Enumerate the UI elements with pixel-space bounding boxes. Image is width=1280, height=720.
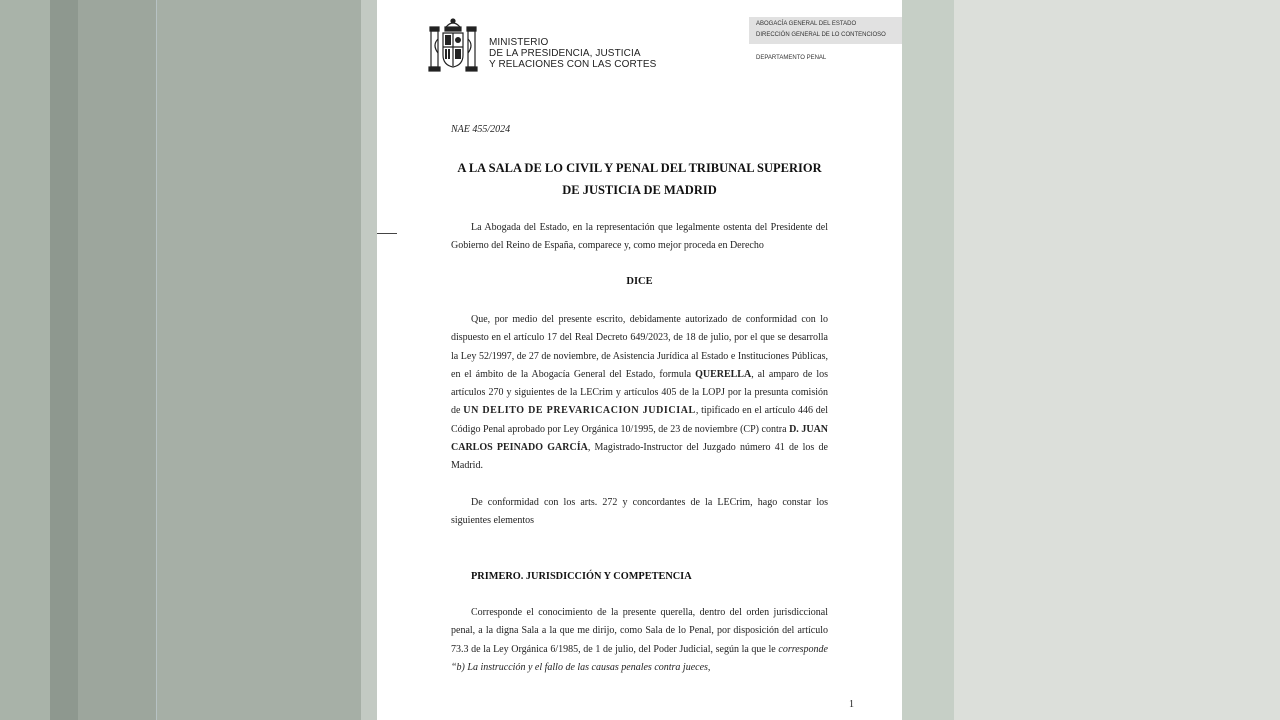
- ministry-line: Y RELACIONES CON LAS CORTES: [489, 59, 657, 70]
- page-number: 1: [849, 699, 854, 710]
- margin-mark: [377, 233, 397, 234]
- body-text: , al amparo de los artículos 270 y siguientes de la LECrim y artículos 405 de la LOPJ por la presunta comisión de: [451, 368, 828, 417]
- body-paragraph: [451, 311, 828, 476]
- conformity-text: De conformidad con los arts. 272 y concordantes de la LECrim, hago constar los siguientes elementos: [451, 497, 828, 527]
- body-text: Que, por medio del presente escrito, debidamente autorizado de conformidad con lo dispuesto en el artículo 17 del Real Decreto 649/2023, de 18 de julio, por el que se desarrolla la Ley 52/1997, de 27 de noviembre, de Asistencia Jurídica al Estado e Instituciones Públicas, en el ámbito de la Abogacía General del Estado, formula: [451, 314, 828, 380]
- background-band: [954, 0, 1280, 720]
- background-band: [361, 0, 377, 720]
- background-band: [0, 0, 50, 720]
- title-line: DE JUSTICIA DE MADRID: [562, 183, 717, 197]
- background-band: [902, 0, 954, 720]
- dice-heading: DICE: [626, 276, 653, 287]
- section-paragraph: [451, 604, 828, 677]
- background-band: [50, 0, 78, 720]
- section-text: Corresponde el conocimiento de la presente querella, dentro del orden jurisdiccional penal, a la digna Sala a la que me dirijo, como Sala de lo Penal, por disposición del artículo 73.3 de la Ley Orgánica 6/1985, de 1 de julio, del Poder Judicial, según la que le: [451, 607, 828, 655]
- intro-text: La Abogada del Estado, en la representación que legalmente ostenta del Presidente del Gobierno del Reino de España, comparece y, como mejor proceda en Derecho: [451, 222, 828, 252]
- document-page: [377, 0, 902, 720]
- agency-line: DIRECCIÓN GENERAL DE LO CONTENCIOSO: [756, 32, 886, 38]
- document-title: [451, 157, 828, 201]
- agency-line: ABOGACÍA GENERAL DEL ESTADO: [756, 21, 857, 27]
- defendant-name: D. JUAN CARLOS PEINADO GARCÍA: [451, 423, 829, 454]
- intro-paragraph: [451, 219, 828, 256]
- ministry-line: MINISTERIO: [489, 37, 549, 48]
- ministry-name: [489, 37, 656, 70]
- department-label: DEPARTAMENTO PENAL: [756, 55, 827, 61]
- background-band: [78, 0, 156, 720]
- agency-box: [749, 17, 902, 44]
- body-text: , Magistrado-Instructor del Juzgado número 41 de los de Madrid.: [451, 442, 828, 472]
- section-quote: corresponde “b) La instrucción y el fallo de las causas penales contra jueces,: [451, 643, 828, 673]
- section-heading: PRIMERO. JURISDICCIÓN Y COMPETENCIA: [471, 571, 692, 582]
- querella-label: QUERELLA: [695, 368, 752, 380]
- title-line: A LA SALA DE LO CIVIL Y PENAL DEL TRIBUNAL SUPERIOR: [457, 161, 822, 175]
- conformity-paragraph: [451, 494, 828, 531]
- document-reference: NAE 455/2024: [451, 124, 511, 135]
- body-text: , tipificado en el artículo 446 del Código Penal aprobado por Ley Orgánica 10/1995, de 23 de noviembre (CP) contra: [451, 405, 828, 435]
- ministry-line: DE LA PRESIDENCIA, JUSTICIA: [489, 48, 641, 59]
- background-band: [156, 0, 362, 720]
- crime-label: UN DELITO DE PREVARICACION JUDICIAL: [463, 405, 696, 417]
- spain-coat-of-arms-icon: [428, 17, 478, 75]
